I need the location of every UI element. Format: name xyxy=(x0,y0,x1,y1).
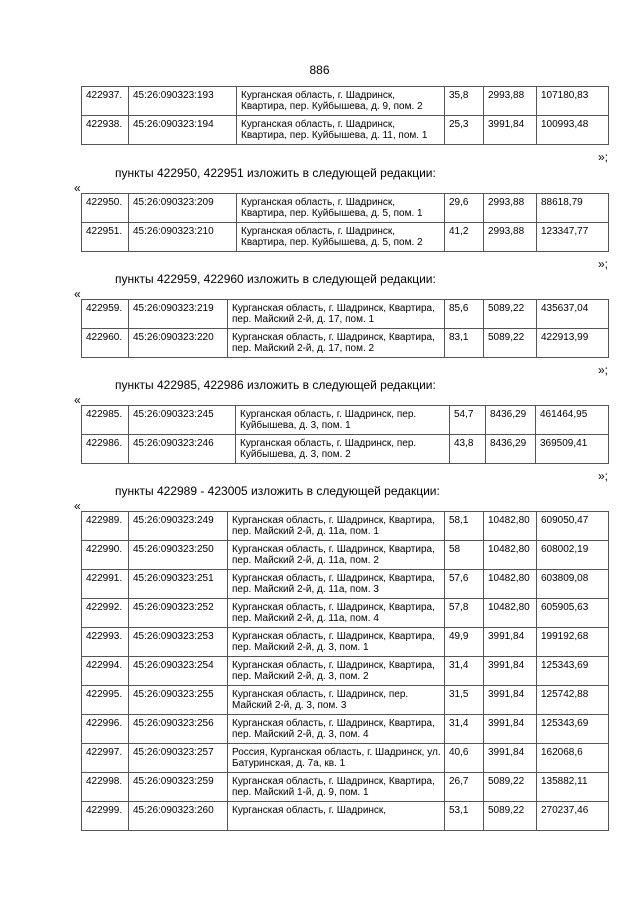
unit-price-cell: 5089,22 xyxy=(484,773,537,802)
cadastral-number-cell: 45:26:090323:219 xyxy=(129,300,228,329)
address-cell: Курганская область, г. Шадринск, Квартира, пер. Майский 2-й, д. 17, пом. 1 xyxy=(228,300,445,329)
area-cell: 43,8 xyxy=(450,435,486,464)
row-number-cell: 422993. xyxy=(82,628,129,657)
cadastral-value-cell: 123347,77 xyxy=(537,223,609,252)
cadastral-number-cell: 45:26:090323:252 xyxy=(129,599,228,628)
area-cell: 31,4 xyxy=(445,715,484,744)
opening-quote-2: « xyxy=(74,287,81,301)
unit-price-cell: 2993,88 xyxy=(484,223,537,252)
opening-quote-3: « xyxy=(74,393,81,407)
address-cell: Курганская область, г. Шадринск, xyxy=(228,802,445,831)
row-number-cell: 422997. xyxy=(82,744,129,773)
cadastral-value-cell: 100993,48 xyxy=(537,116,609,145)
unit-price-cell: 3991,84 xyxy=(484,715,537,744)
table-row xyxy=(82,570,609,599)
table-row xyxy=(82,300,609,329)
row-number-cell: 422995. xyxy=(82,686,129,715)
cadastral-value-cell: 435637,04 xyxy=(537,300,609,329)
table-row xyxy=(82,435,609,464)
area-cell: 25,3 xyxy=(445,116,484,145)
row-number-cell: 422999. xyxy=(82,802,129,831)
address-cell: Курганская область, г. Шадринск, Квартира, пер. Майский 2-й, д. 11а, пом. 4 xyxy=(228,599,445,628)
closing-quote-2: »; xyxy=(597,257,608,271)
unit-price-cell: 3991,84 xyxy=(484,657,537,686)
cadastral-value-cell: 369509,41 xyxy=(536,435,609,464)
row-number-cell: 422990. xyxy=(82,541,129,570)
unit-price-cell: 8436,29 xyxy=(486,406,536,435)
cadastral-number-cell: 45:26:090323:193 xyxy=(129,87,237,116)
table-row xyxy=(82,541,609,570)
cadastral-value-cell: 270237,46 xyxy=(537,802,609,831)
area-cell: 41,2 xyxy=(445,223,484,252)
amendment-instruction-1: пункты 422950, 422951 изложить в следующей редакции: xyxy=(115,166,436,180)
row-number-cell: 422959. xyxy=(82,300,129,329)
cadastral-number-cell: 45:26:090323:255 xyxy=(129,686,228,715)
amendment-instruction-3: пункты 422985, 422986 изложить в следующей редакции: xyxy=(115,378,436,392)
area-cell: 58 xyxy=(445,541,484,570)
unit-price-cell: 5089,22 xyxy=(484,802,537,831)
table-row xyxy=(82,406,609,435)
cadastral-number-cell: 45:26:090323:253 xyxy=(129,628,228,657)
address-cell: Курганская область, г. Шадринск, Квартира, пер. Майский 2-й, д. 17, пом. 2 xyxy=(228,329,445,358)
area-cell: 29,6 xyxy=(445,194,484,223)
page-number: 886 xyxy=(309,63,330,77)
area-cell: 35,8 xyxy=(445,87,484,116)
row-number-cell: 422938. xyxy=(82,116,129,145)
closing-quote-1: »; xyxy=(597,150,608,164)
area-cell: 57,6 xyxy=(445,570,484,599)
row-number-cell: 422991. xyxy=(82,570,129,599)
cadastral-value-cell: 88618,79 xyxy=(537,194,609,223)
unit-price-cell: 10482,80 xyxy=(484,570,537,599)
row-number-cell: 422992. xyxy=(82,599,129,628)
cadastral-number-cell: 45:26:090323:257 xyxy=(129,744,228,773)
address-cell: Курганская область, г. Шадринск, Квартира, пер. Куйбышева, д. 11, пом. 1 xyxy=(237,116,445,145)
cadastral-value-cell: 605905,63 xyxy=(537,599,609,628)
area-cell: 53,1 xyxy=(445,802,484,831)
address-cell: Курганская область, г. Шадринск, Квартира, пер. Майский 2-й, д. 3, пом. 4 xyxy=(228,715,445,744)
row-number-cell: 422960. xyxy=(82,329,129,358)
unit-price-cell: 2993,88 xyxy=(484,87,537,116)
cadastral-number-cell: 45:26:090323:259 xyxy=(129,773,228,802)
unit-price-cell: 8436,29 xyxy=(486,435,536,464)
area-cell: 31,5 xyxy=(445,686,484,715)
address-cell: Курганская область, г. Шадринск, Квартира, пер. Майский 2-й, д. 11а, пом. 1 xyxy=(228,512,445,541)
unit-price-cell: 5089,22 xyxy=(484,300,537,329)
address-cell: Курганская область, г. Шадринск, Квартира, пер. Майский 1-й, д. 9, пом. 1 xyxy=(228,773,445,802)
table-row xyxy=(82,686,609,715)
address-cell: Курганская область, г. Шадринск, Квартира, пер. Майский 2-й, д. 3, пом. 1 xyxy=(228,628,445,657)
cadastral-value-cell: 125742,88 xyxy=(537,686,609,715)
cadastral-value-cell: 461464,95 xyxy=(536,406,609,435)
unit-price-cell: 2993,88 xyxy=(484,194,537,223)
row-number-cell: 422985. xyxy=(82,406,129,435)
cadastral-number-cell: 45:26:090323:194 xyxy=(129,116,237,145)
address-cell: Курганская область, г. Шадринск, Квартира, пер. Майский 2-й, д. 11а, пом. 3 xyxy=(228,570,445,599)
cadastral-value-cell: 422913,99 xyxy=(537,329,609,358)
table-row xyxy=(82,223,609,252)
unit-price-cell: 3991,84 xyxy=(484,744,537,773)
property-table-4 xyxy=(81,405,609,464)
cadastral-value-cell: 609050,47 xyxy=(537,512,609,541)
cadastral-number-cell: 45:26:090323:251 xyxy=(129,570,228,599)
area-cell: 57,8 xyxy=(445,599,484,628)
address-cell: Курганская область, г. Шадринск, пер. Куйбышева, д. 3, пом. 1 xyxy=(236,406,450,435)
cadastral-number-cell: 45:26:090323:210 xyxy=(129,223,237,252)
table-row xyxy=(82,802,609,831)
cadastral-value-cell: 135882,11 xyxy=(537,773,609,802)
row-number-cell: 422986. xyxy=(82,435,129,464)
area-cell: 40,6 xyxy=(445,744,484,773)
area-cell: 83,1 xyxy=(445,329,484,358)
table-row xyxy=(82,599,609,628)
amendment-instruction-4: пункты 422989 - 423005 изложить в следующей редакции: xyxy=(115,484,440,498)
area-cell: 26,7 xyxy=(445,773,484,802)
table-row xyxy=(82,116,609,145)
row-number-cell: 422951. xyxy=(82,223,129,252)
row-number-cell: 422937. xyxy=(82,87,129,116)
unit-price-cell: 3991,84 xyxy=(484,628,537,657)
property-table-2 xyxy=(81,193,609,252)
row-number-cell: 422994. xyxy=(82,657,129,686)
address-cell: Курганская область, г. Шадринск, Квартира, пер. Майский 2-й, д. 11а, пом. 2 xyxy=(228,541,445,570)
opening-quote-1: « xyxy=(74,181,81,195)
cadastral-number-cell: 45:26:090323:260 xyxy=(129,802,228,831)
cadastral-number-cell: 45:26:090323:209 xyxy=(129,194,237,223)
table-row xyxy=(82,657,609,686)
cadastral-number-cell: 45:26:090323:220 xyxy=(129,329,228,358)
area-cell: 58,1 xyxy=(445,512,484,541)
area-cell: 85,6 xyxy=(445,300,484,329)
unit-price-cell: 10482,80 xyxy=(484,512,537,541)
area-cell: 54,7 xyxy=(450,406,486,435)
area-cell: 49,9 xyxy=(445,628,484,657)
amendment-instruction-2: пункты 422959, 422960 изложить в следующей редакции: xyxy=(115,272,436,286)
address-cell: Курганская область, г. Шадринск, пер. Куйбышева, д. 3, пом. 2 xyxy=(236,435,450,464)
table-row xyxy=(82,628,609,657)
table-row xyxy=(82,715,609,744)
unit-price-cell: 10482,80 xyxy=(484,541,537,570)
unit-price-cell: 3991,84 xyxy=(484,686,537,715)
address-cell: Россия, Курганская область, г. Шадринск, ул. Батуринская, д. 7а, кв. 1 xyxy=(228,744,445,773)
area-cell: 31,4 xyxy=(445,657,484,686)
cadastral-number-cell: 45:26:090323:249 xyxy=(129,512,228,541)
table-row xyxy=(82,329,609,358)
unit-price-cell: 3991,84 xyxy=(484,116,537,145)
unit-price-cell: 10482,80 xyxy=(484,599,537,628)
row-number-cell: 422996. xyxy=(82,715,129,744)
cadastral-value-cell: 199192,68 xyxy=(537,628,609,657)
property-table-1 xyxy=(81,86,609,145)
address-cell: Курганская область, г. Шадринск, Квартира, пер. Куйбышева, д. 5, пом. 1 xyxy=(237,194,445,223)
closing-quote-3: »; xyxy=(597,363,608,377)
table-row xyxy=(82,87,609,116)
cadastral-number-cell: 45:26:090323:245 xyxy=(129,406,236,435)
table-row xyxy=(82,773,609,802)
cadastral-number-cell: 45:26:090323:246 xyxy=(129,435,236,464)
cadastral-value-cell: 608002,19 xyxy=(537,541,609,570)
property-table-5 xyxy=(81,511,609,831)
table-row xyxy=(82,194,609,223)
cadastral-value-cell: 125343,69 xyxy=(537,715,609,744)
table-row xyxy=(82,744,609,773)
address-cell: Курганская область, г. Шадринск, пер. Майский 2-й, д. 3, пом. 3 xyxy=(228,686,445,715)
opening-quote-4: « xyxy=(74,499,81,513)
cadastral-value-cell: 162068,6 xyxy=(537,744,609,773)
cadastral-value-cell: 603809,08 xyxy=(537,570,609,599)
address-cell: Курганская область, г. Шадринск, Квартира, пер. Куйбышева, д. 5, пом. 2 xyxy=(237,223,445,252)
unit-price-cell: 5089,22 xyxy=(484,329,537,358)
cadastral-value-cell: 107180,83 xyxy=(537,87,609,116)
address-cell: Курганская область, г. Шадринск, Квартира, пер. Майский 2-й, д. 3, пом. 2 xyxy=(228,657,445,686)
address-cell: Курганская область, г. Шадринск, Квартира, пер. Куйбышева, д. 9, пом. 2 xyxy=(237,87,445,116)
closing-quote-4: »; xyxy=(597,469,608,483)
table-row xyxy=(82,512,609,541)
cadastral-number-cell: 45:26:090323:254 xyxy=(129,657,228,686)
row-number-cell: 422998. xyxy=(82,773,129,802)
row-number-cell: 422950. xyxy=(82,194,129,223)
row-number-cell: 422989. xyxy=(82,512,129,541)
cadastral-number-cell: 45:26:090323:250 xyxy=(129,541,228,570)
cadastral-value-cell: 125343,69 xyxy=(537,657,609,686)
property-table-3 xyxy=(81,299,609,358)
cadastral-number-cell: 45:26:090323:256 xyxy=(129,715,228,744)
